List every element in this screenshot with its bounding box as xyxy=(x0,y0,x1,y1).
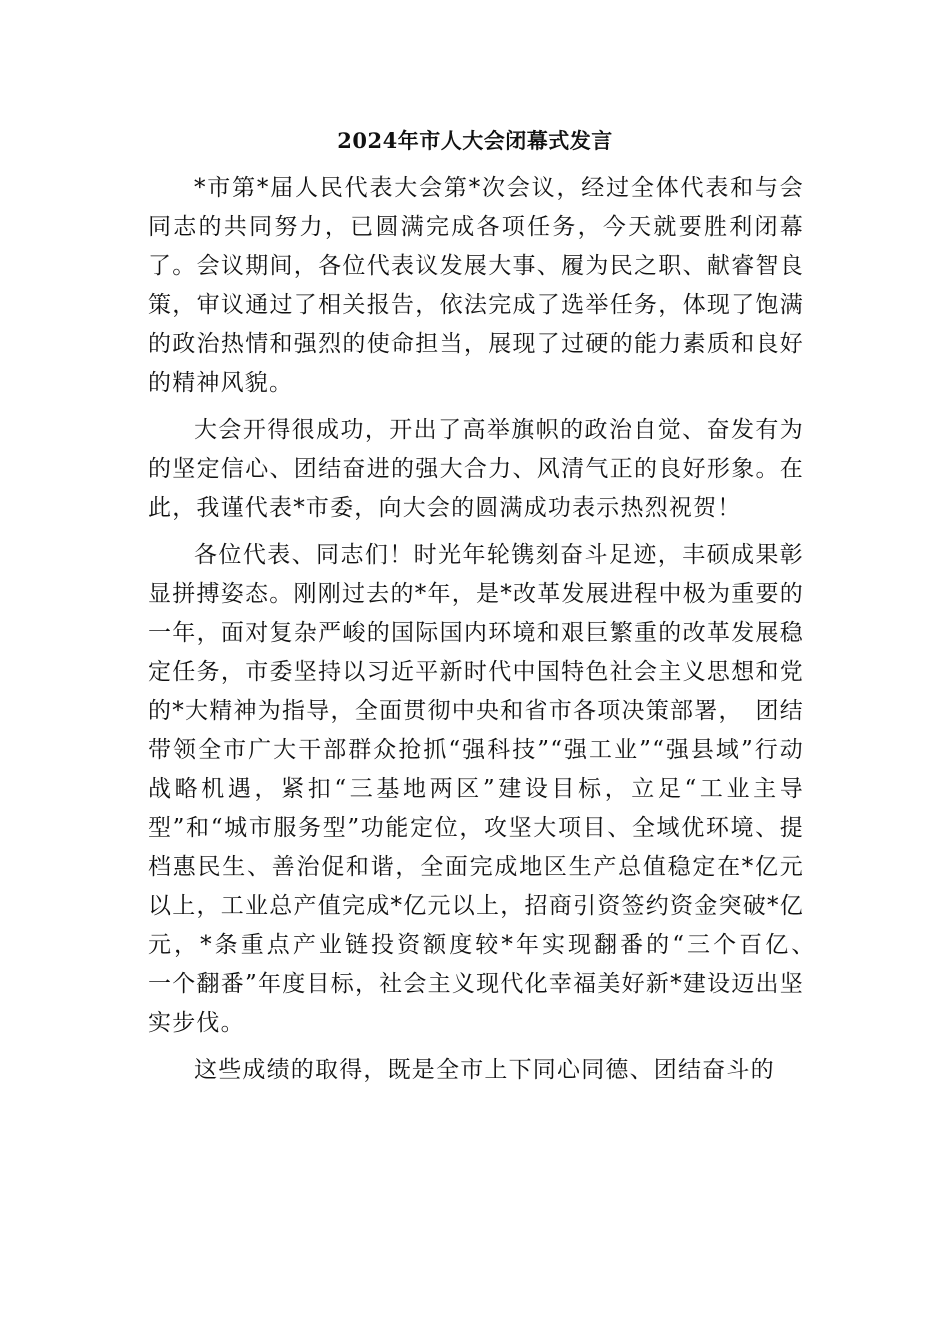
paragraph-1: *市第*届人民代表大会第*次会议，经过全体代表和与会同志的共同努力，已圆满完成各项任务，今天就要胜利闭幕了。会议期间，各位代表议发展大事、履为民之职、献睿智良策，审议通过了相关报告，依法完成了选举任务，体现了饱满的政治热情和强烈的使命担当，展现了过硬的能力素质和良好的精神风貌。 xyxy=(148,175,804,396)
document-title: 2024年市人大会闭幕式发言 xyxy=(337,128,613,153)
paragraph-3: 各位代表、同志们！时光年轮镌刻奋斗足迹，丰硕成果彰显拼搏姿态。刚刚过去的*年，是*改革发展进程中极为重要的一年，面对复杂严峻的国际国内环境和艰巨繁重的改革发展稳定任务，市委坚持以习近平新时代中国特色社会主义思想和党的*大精神为指导，全面贯彻中央和省市各项决策部署， 团结带领全市广大干部群众抢抓“强科技”“强工业”“强县域”行动战略机遇，紧扣“三基地两区”建设目标，立足“工业主导型”和“城市服务型”功能定位，攻坚大项目、全域优环境、提档惠民生、善治促和谐，全面完成地区生产总值稳定在*亿元以上，工业总产值完成*亿元以上，招商引资签约资金突破*亿元，*条重点产业链投资额度较*年实现翻番的“三个百亿、 一个翻番”年度目标，社会主义现代化幸福美好新*建设迈出坚实步伐。 xyxy=(148,542,829,1036)
paragraph-4: 这些成绩的取得，既是全市上下同心同德、团结奋斗的 xyxy=(194,1057,775,1083)
document-body xyxy=(148,169,829,1098)
paragraph-2: 大会开得很成功，开出了高举旗帜的政治自觉、奋发有为的坚定信心、团结奋进的强大合力、风清气正的良好形象。在此，我谨代表*市委，向大会的圆满成功表示热烈祝贺！ xyxy=(148,417,804,521)
